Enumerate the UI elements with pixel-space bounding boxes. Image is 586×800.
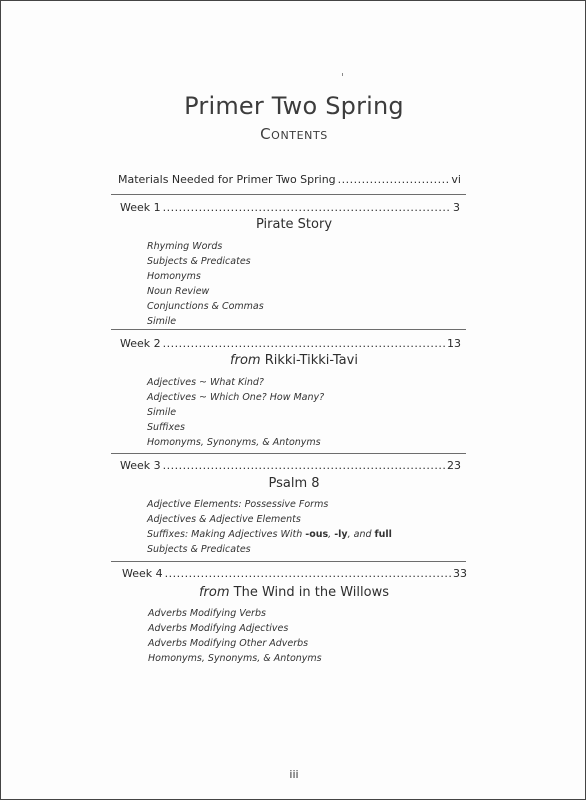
topic-list-week-3 — [147, 497, 392, 557]
section-title-text: The Wind in the Willows — [233, 585, 389, 600]
section-title-text: Pirate Story — [255, 217, 333, 232]
topic-item: Homonyms, Synonyms, & Antonyms — [148, 653, 322, 664]
section-title-text: Rikki-Tikki-Tavi — [264, 353, 358, 368]
toc-entry-week-4[interactable] — [122, 567, 467, 580]
topic-item: Simile — [147, 407, 177, 418]
divider — [111, 329, 466, 330]
dot-leader — [163, 201, 451, 214]
dot-leader — [163, 459, 445, 472]
topic-item: Subjects & Predicates — [147, 256, 251, 267]
toc-page-number: vi — [451, 173, 461, 186]
divider — [111, 194, 466, 195]
suffix-separator: , — [328, 529, 335, 540]
toc-page-number: 23 — [447, 459, 461, 472]
topic-item — [147, 527, 392, 542]
topic-item: Adverbs Modifying Adjectives — [148, 623, 289, 634]
contents-heading: Contents — [260, 125, 328, 143]
section-title-text: Psalm 8 — [268, 476, 320, 491]
toc-page-number: 33 — [453, 567, 467, 580]
dot-leader — [338, 173, 450, 186]
topic-item: Rhyming Words — [147, 241, 223, 252]
toc-entry-week-3[interactable] — [120, 459, 461, 472]
topic-list-week-2 — [147, 375, 324, 450]
toc-entry-label: Week 2 — [120, 337, 161, 350]
topic-item: Simile — [147, 316, 177, 327]
page-number: iii — [289, 768, 299, 781]
topic-item: Adjectives ~ What Kind? — [147, 377, 264, 388]
section-title-week-4 — [1, 585, 586, 600]
toc-entry-label: Week 4 — [122, 567, 163, 580]
suffix-ly: -ly — [334, 529, 348, 540]
section-title-week-2 — [1, 353, 586, 368]
topic-item: Adjectives ~ Which One? How Many? — [147, 392, 325, 403]
book-title: Primer Two Spring — [184, 92, 404, 120]
divider — [111, 561, 466, 562]
suffix-full: full — [374, 529, 392, 540]
topic-item: Adverbs Modifying Verbs — [148, 608, 266, 619]
section-title-prefix: from — [198, 585, 230, 600]
divider — [111, 453, 466, 454]
toc-entry-label: Week 3 — [120, 459, 161, 472]
topic-item: Noun Review — [147, 286, 210, 297]
suffix-ous: -ous — [305, 529, 329, 540]
toc-entry-week-1[interactable] — [120, 201, 460, 214]
toc-entry-materials[interactable] — [118, 173, 461, 186]
topic-item: Homonyms, Synonyms, & Antonyms — [147, 437, 321, 448]
topic-item: Homonyms — [147, 271, 201, 282]
section-title-week-3 — [1, 476, 586, 491]
topic-item: Suffixes — [147, 422, 185, 433]
dot-leader — [165, 567, 451, 580]
topic-item: Adverbs Modifying Other Adverbs — [148, 638, 309, 649]
topic-item: Adjective Elements: Possessive Forms — [147, 499, 329, 510]
topic-list-week-1 — [147, 239, 264, 329]
toc-entry-label: Week 1 — [120, 201, 161, 214]
topic-item: Conjunctions & Commas — [147, 301, 264, 312]
toc-page-number: 3 — [453, 201, 460, 214]
topic-list-week-4 — [148, 606, 322, 666]
toc-entry-label: Materials Needed for Primer Two Spring — [118, 173, 336, 186]
section-title-week-1 — [1, 217, 586, 232]
toc-entry-week-2[interactable] — [120, 337, 461, 350]
topic-item: Adjectives & Adjective Elements — [147, 514, 301, 525]
dot-leader — [163, 337, 445, 350]
suffix-separator: , and — [347, 529, 375, 540]
topic-item-text: Suffixes: Making Adjectives With — [147, 529, 306, 540]
toc-page-number: 13 — [447, 337, 461, 350]
topic-item: Subjects & Predicates — [147, 544, 251, 555]
scan-speck — [342, 73, 343, 76]
section-title-prefix: from — [230, 353, 261, 368]
